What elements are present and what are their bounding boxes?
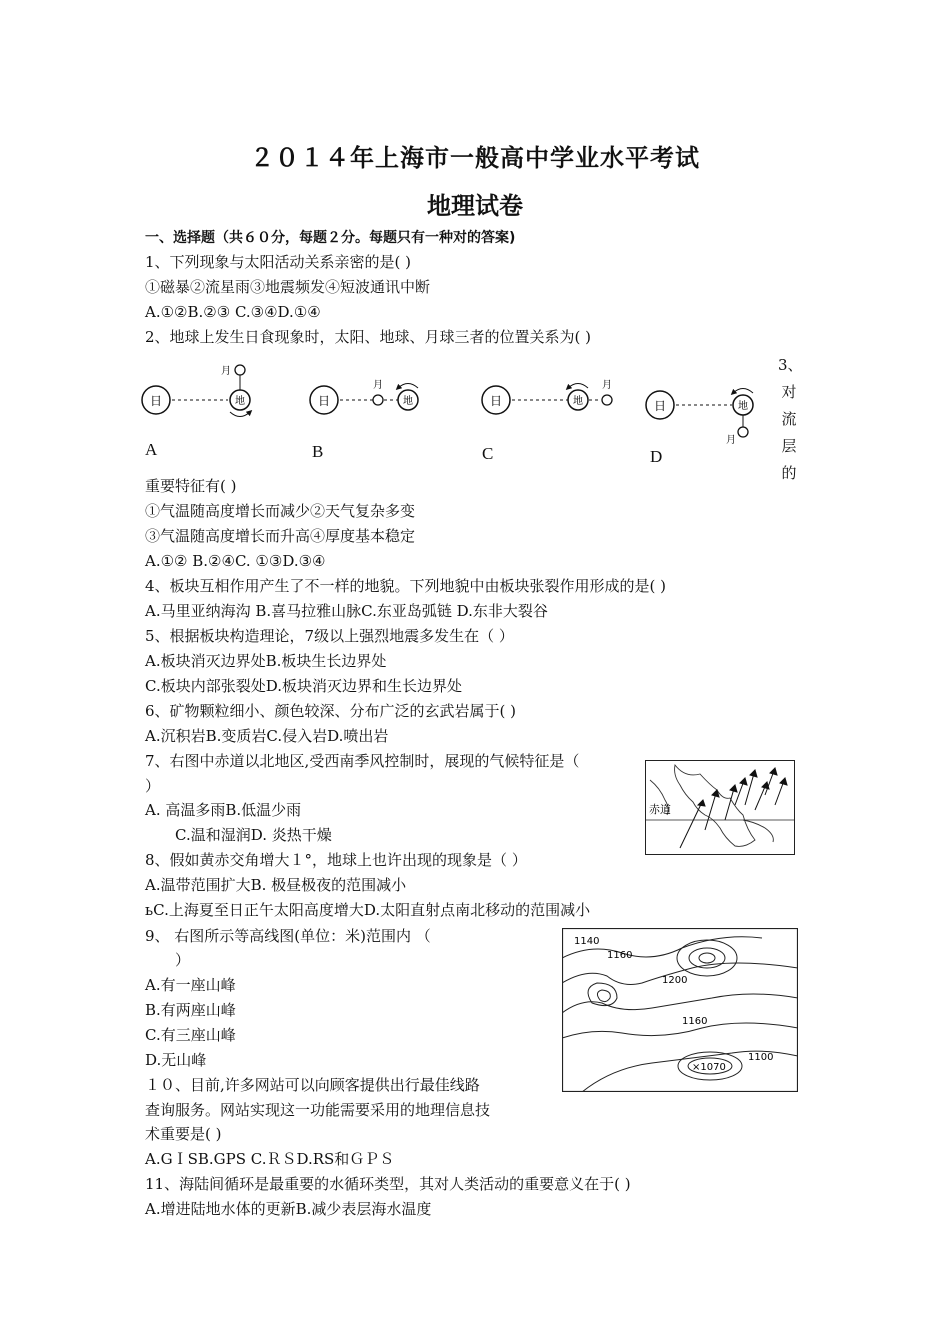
- svg-text:地: 地: [403, 396, 413, 407]
- q10-line2: 查询服务。网站实现这一功能需要采用的地理信息技: [145, 1101, 491, 1119]
- q9-contour-map: [562, 928, 798, 1092]
- q7-stem-cont: ）: [145, 777, 161, 795]
- q9-option-d: D.无山峰: [145, 1051, 207, 1069]
- q11-options: A.增进陆地水体的更新B.减少表层海水温度: [145, 1200, 432, 1218]
- svg-text:日: 日: [317, 394, 331, 408]
- svg-text:1200: 1200: [662, 975, 688, 986]
- svg-text:月: 月: [726, 435, 736, 446]
- q6-options: A.沉积岩B.变质岩C.侵入岩D.喷出岩: [145, 727, 389, 745]
- q3-options: A.①② B.②④C. ①③D.③④: [145, 552, 326, 570]
- q3-stem: 重要特征有( ): [145, 477, 237, 495]
- q10-line1: １０、目前,许多网站可以向顾客提供出行最佳线路: [145, 1076, 480, 1094]
- svg-text:日: 日: [489, 394, 503, 408]
- svg-text:1140: 1140: [574, 936, 600, 947]
- svg-text:1160: 1160: [682, 1016, 708, 1027]
- svg-text:地: 地: [573, 396, 583, 407]
- option-c-diagram: [482, 379, 612, 414]
- exam-title: ２０１４年上海市一般高中学业水平考试: [250, 144, 700, 172]
- svg-text:日: 日: [653, 399, 667, 413]
- svg-text:月: 月: [373, 380, 383, 391]
- q1-options: A.①②B.②③ C.③④D.①④: [145, 303, 321, 321]
- q10-options: A.GＩSB.GPS C.ＲＳD.RS和ＧＰＳ: [145, 1150, 395, 1168]
- q4-stem: 4、板块互相作用产生了不一样的地貌。下列地貌中由板块张裂作用形成的是( ): [145, 577, 667, 595]
- option-b-diagram: [310, 379, 418, 414]
- q8-opt1: A.温带范围扩大B. 极昼极夜的范围减小: [145, 876, 407, 894]
- q3-vertical-text: 3、 对 流 层 的: [778, 356, 803, 482]
- q9-option-b: B.有两座山峰: [145, 1001, 236, 1019]
- q2-diagram: [138, 355, 778, 460]
- q1-items: ①磁暴②流星雨③地震频发④短波通讯中断: [145, 278, 431, 296]
- svg-text:×1070: ×1070: [692, 1062, 726, 1073]
- q7-opt1: A. 高温多雨B.低温少雨: [145, 801, 302, 819]
- svg-text:月: 月: [602, 380, 612, 391]
- q3-line2: ③气温随高度增长而升高④厚度基本稳定: [145, 527, 416, 545]
- svg-text:地: 地: [738, 401, 748, 412]
- option-b-label: B: [312, 442, 324, 461]
- option-d-label: D: [650, 447, 663, 466]
- q8-stem: 8、假如黄赤交角增大１°，地球上也许出现的现象是（ ）: [145, 851, 527, 869]
- option-a-label: A: [145, 440, 158, 459]
- q7-monsoon-map: [645, 760, 795, 855]
- svg-text:1160: 1160: [607, 950, 633, 961]
- option-a-diagram: [142, 365, 250, 417]
- q11-stem: 11、海陆间循环是最重要的水循环类型，其对人类活动的重要意义在于( ): [145, 1175, 631, 1193]
- q7-stem: 7、右图中赤道以北地区,受西南季风控制时，展现的气候特征是（: [145, 752, 580, 770]
- option-d-diagram: [646, 389, 753, 447]
- exam-subtitle: 地理试卷: [427, 192, 523, 220]
- svg-text:赤道: 赤道: [649, 803, 671, 816]
- q5-stem: 5、根据板块构造理论，7级以上强烈地震多发生在（ ）: [145, 627, 514, 645]
- q4-options: A.马里亚纳海沟 B.喜马拉雅山脉C.东亚岛弧链 D.东非大裂谷: [145, 602, 548, 620]
- svg-text:月: 月: [221, 366, 231, 377]
- q5-opt2: C.板块内部张裂处D.板块消灭边界和生长边界处: [145, 677, 462, 695]
- q7-opt2: C.温和湿润D. 炎热干燥: [175, 826, 332, 844]
- option-c-label: C: [482, 444, 494, 463]
- q9-stem: 9、 右图所示等高线图(单位：米)范围内 （: [145, 927, 431, 945]
- svg-text:日: 日: [149, 394, 163, 408]
- q1-stem: 1、下列现象与太阳活动关系亲密的是( ): [145, 253, 412, 271]
- q9-stem-cont: ）: [175, 951, 191, 969]
- q2-stem: 2、地球上发生日食现象时，太阳、地球、月球三者的位置关系为( ): [145, 328, 592, 346]
- q6-stem: 6、矿物颗粒细小、颜色较深、分布广泛的玄武岩属于( ): [145, 702, 517, 720]
- svg-text:1100: 1100: [748, 1052, 774, 1063]
- q10-line3: 术重要是( ): [145, 1125, 222, 1143]
- q9-option-a: A.有一座山峰: [145, 976, 236, 994]
- q9-option-c: C.有三座山峰: [145, 1026, 236, 1044]
- q5-opt1: A.板块消灭边界处B.板块生长边界处: [145, 652, 387, 670]
- section-heading: 一、选择题（共６０分，每题２分。每题只有一种对的答案): [145, 230, 516, 246]
- svg-text:地: 地: [235, 396, 245, 407]
- q8-opt2: ьC.上海夏至日正午太阳高度增大D.太阳直射点南北移动的范围减小: [145, 901, 591, 919]
- q3-line1: ①气温随高度增长而减少②天气复杂多变: [145, 502, 416, 520]
